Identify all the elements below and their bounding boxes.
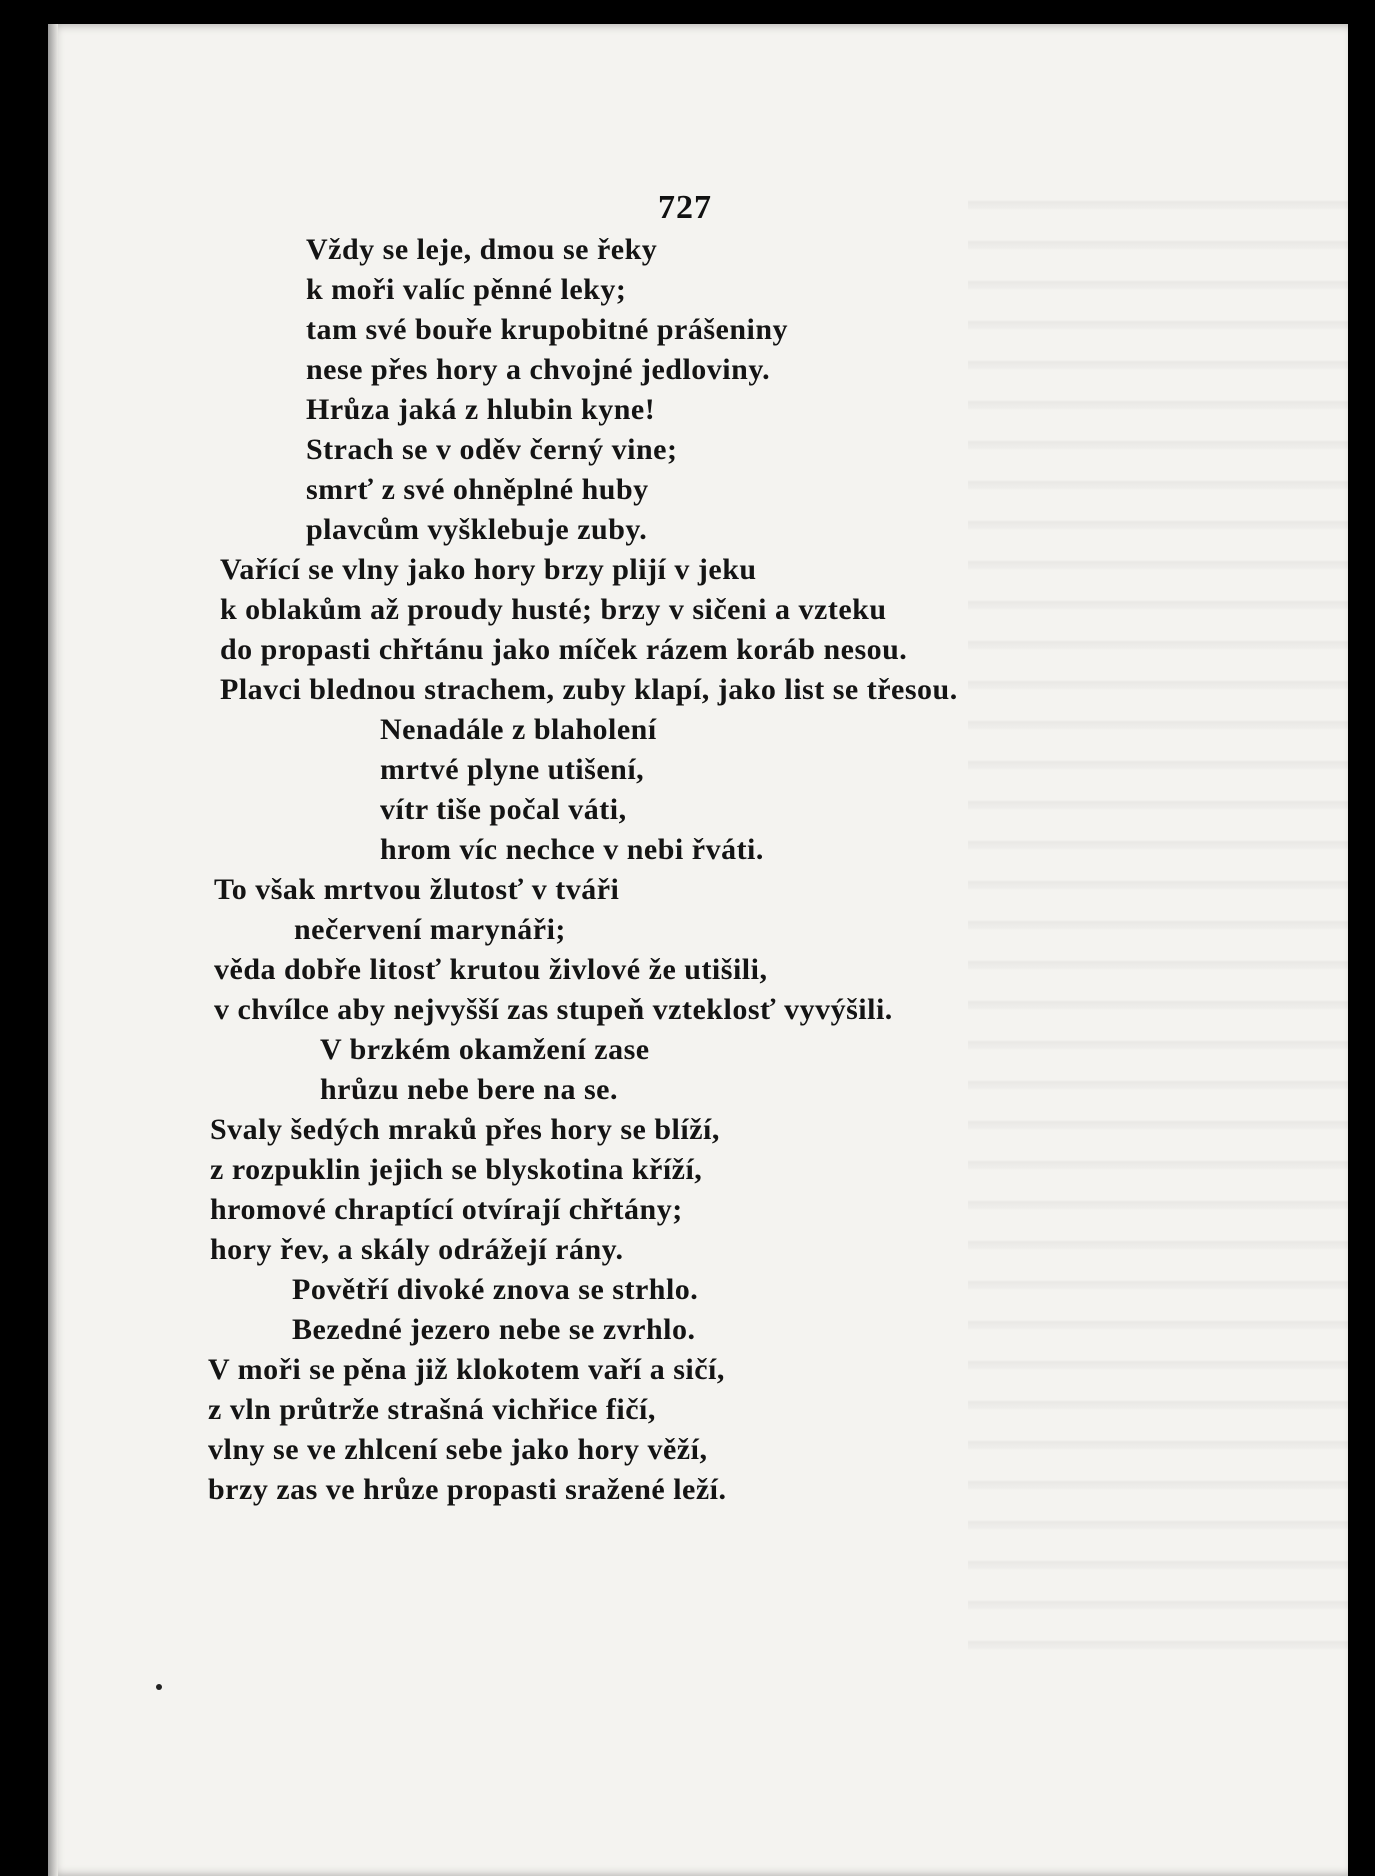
- poem-line: z vln průtrže strašná vichřice fičí,: [208, 1393, 656, 1426]
- poem-line: k moři valíc pěnné leky;: [306, 273, 627, 306]
- poem-line: smrť z své ohněplné huby: [306, 473, 649, 506]
- poem-line: Plavci blednou strachem, zuby klapí, jako list se třesou.: [220, 673, 958, 706]
- poem-line: v chvílce aby nejvyšší zas stupeň vzteklosť vyvýšili.: [214, 993, 893, 1026]
- poem-line: hromové chraptící otvírají chřtány;: [210, 1193, 683, 1226]
- page-number: 727: [658, 189, 712, 226]
- poem-line: hrůzu nebe bere na se.: [320, 1073, 618, 1106]
- poem-line: brzy zas ve hrůze propasti sražené leží.: [208, 1473, 727, 1506]
- poem-line: mrtvé plyne utišení,: [380, 753, 645, 786]
- poem-line: z rozpuklin jejich se blyskotina kříží,: [210, 1153, 703, 1186]
- poem-line: Vždy se leje, dmou se řeky: [306, 233, 658, 266]
- poem-line: nečervení marynáři;: [294, 913, 566, 946]
- poem-line: k oblakům až proudy husté; brzy v sičeni a vzteku: [220, 593, 887, 626]
- poem-line: vlny se ve zhlcení sebe jako hory věží,: [208, 1433, 708, 1466]
- poem-line: věda dobře litosť krutou živlové že utišili,: [214, 953, 768, 986]
- poem-line: hrom víc nechce v nebi řváti.: [380, 833, 764, 866]
- poem-line: tam své bouře krupobitné prášeniny: [306, 313, 789, 346]
- poem-line: Nenadále z blaholení: [380, 713, 657, 746]
- poem-line: nese přes hory a chvojné jedloviny.: [306, 353, 771, 386]
- poem-line: Svaly šedých mraků přes hory se blíží,: [210, 1113, 720, 1146]
- poem-line: vítr tiše počal váti,: [380, 793, 627, 826]
- poem-line: plavcům vyšklebuje zuby.: [306, 513, 648, 546]
- poem-line: hory řev, a skály odrážejí rány.: [210, 1233, 624, 1266]
- ink-speck: [156, 1684, 162, 1690]
- book-page: [48, 24, 1348, 1876]
- poem-line: Povětří divoké znova se strhlo.: [292, 1273, 699, 1306]
- poem-line: V moři se pěna již klokotem vaří a sičí,: [208, 1353, 725, 1386]
- poem-line: Vařící se vlny jako hory brzy plijí v jeku: [220, 553, 757, 586]
- poem-line: Strach se v oděv černý vine;: [306, 433, 678, 466]
- poem-line: do propasti chřtánu jako míček rázem koráb nesou.: [220, 633, 908, 666]
- poem-line: Bezedné jezero nebe se zvrhlo.: [292, 1313, 696, 1346]
- poem-text: [48, 24, 1348, 1876]
- poem-line: V brzkém okamžení zase: [320, 1033, 650, 1066]
- poem-line: Hrůza jaká z hlubin kyne!: [306, 393, 656, 426]
- poem-line: To však mrtvou žlutosť v tváři: [214, 873, 620, 906]
